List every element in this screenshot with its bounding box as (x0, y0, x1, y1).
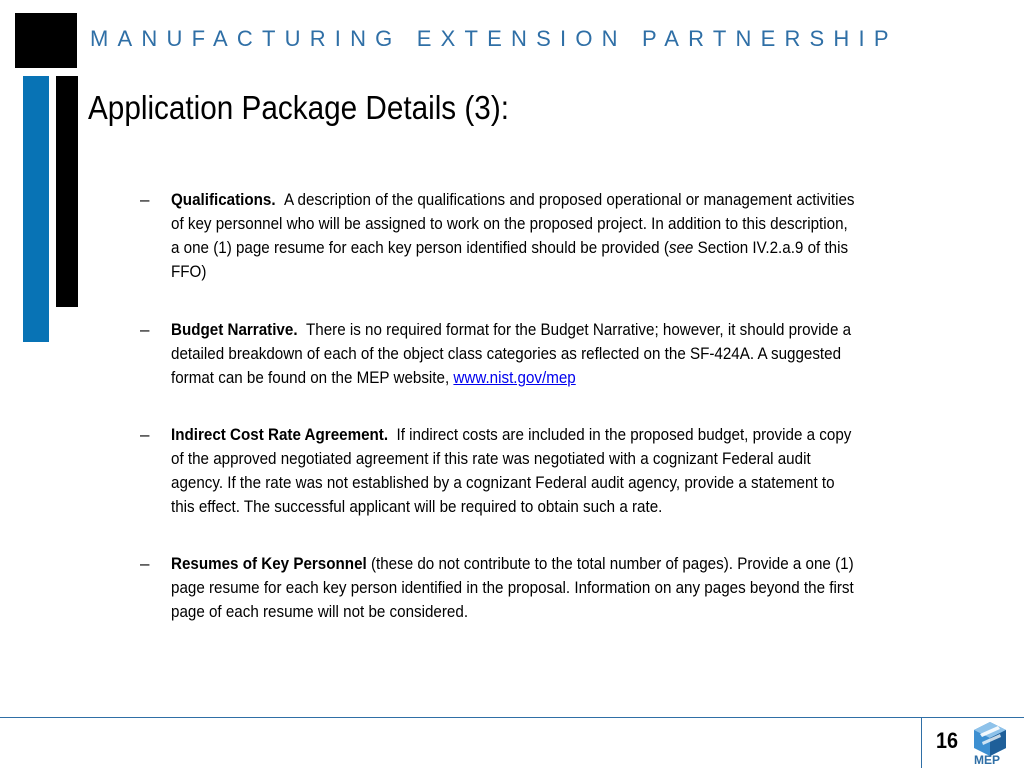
bullet-heading: Qualifications. (171, 191, 276, 209)
bullet-body-cont: Section IV.2.a.9 of this FFO) (171, 239, 849, 281)
page-number: 16 (936, 728, 959, 753)
bullet-heading: Indirect Cost Rate Agreement. (171, 426, 389, 444)
bullet-dash: – (140, 190, 150, 209)
bullet-heading: Resumes of Key Personnel (171, 555, 367, 573)
decor-black-bar (56, 76, 78, 307)
bullet-dash: – (140, 554, 150, 573)
bullet-italic: see (668, 239, 694, 257)
bullet-text (171, 188, 856, 284)
bullet-body: If indirect costs are included in the proposed budget, provide a copy of the approved negotiated agreement if this rate was negotiated with a cognizant Federal audit agency. If the rate was not established by a cognizant Federal audit agency, provide a statement to this effect. The successful applicant will be required to obtain such a rate. (171, 426, 852, 516)
mep-website-link[interactable]: www.nist.gov/mep (453, 369, 576, 387)
footer-vertical-divider (921, 718, 922, 768)
logo-text: MEP (974, 753, 1001, 767)
bullet-body: A description of the qualifications and proposed operational or management activities of key personnel who will be assigned to work on the proposed project. In addition to this description, a one (1) page resume for each key person identified should be provided ( (171, 191, 855, 257)
bullet-text (171, 552, 856, 624)
header-banner: MANUFACTURING EXTENSION PARTNERSHIP (90, 26, 898, 51)
bullet-text (171, 318, 856, 390)
bullet-dash: – (140, 425, 150, 444)
decor-blue-bar (23, 76, 49, 342)
bullet-text (171, 423, 856, 519)
bullet-heading: Budget Narrative. (171, 321, 298, 339)
decor-black-block-top (15, 13, 77, 68)
slide-title: Application Package Details (3): (88, 89, 509, 126)
footer-divider (0, 717, 1024, 718)
bullet-dash: – (140, 320, 150, 339)
bullet-body: There is no required format for the Budget Narrative; however, it should provide a detailed breakdown of each of the object class categories as reflected on the SF-424A. A suggested format can be found on the MEP website, (171, 321, 852, 387)
bullet-body: (these do not contribute to the total number of pages). Provide a one (1) page resume for each key person identified in the proposal. Information on any pages beyond the first page of each resume will not be considered. (171, 555, 854, 621)
